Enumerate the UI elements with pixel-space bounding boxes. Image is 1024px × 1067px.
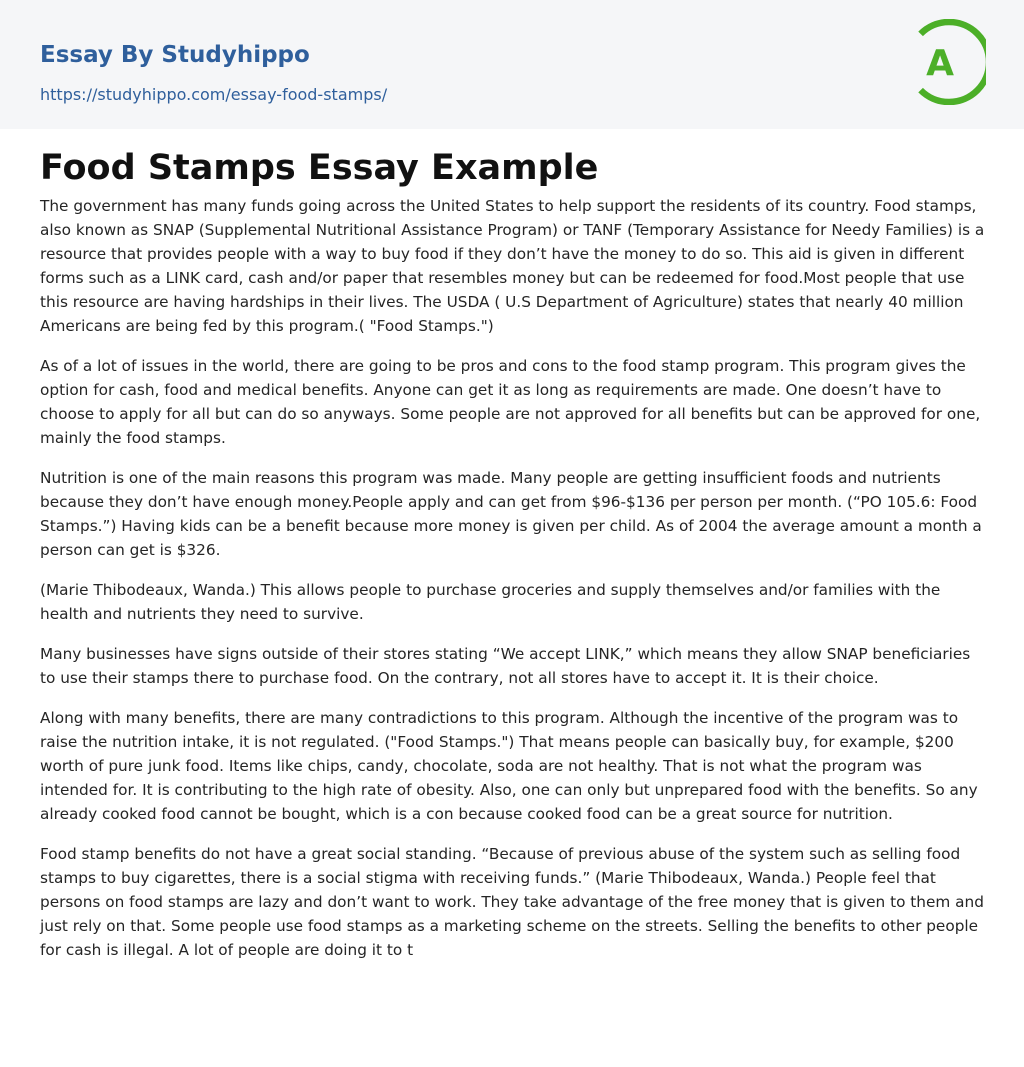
essay-paragraph: (Marie Thibodeaux, Wanda.) This allows people to purchase groceries and supply themselves and/or families with the health and nutrients they need to survive. [40,581,941,623]
page-title: Food Stamps Essay Example [40,148,599,188]
essay-paragraph: Food stamp benefits do not have a great social standing. “Because of previous abuse of the system such as selling food stamps to buy cigarettes, there is a social stigma with receiving funds.” (Marie Thibodeaux, Wanda.) People feel that persons on food stamps are lazy and don’t want to work. They take advantage of the free money that is given to them and just rely on that. Some people use food stamps as a marketing scheme on the streets. Selling the benefits to other people for cash is illegal. A lot of people are doing it to t [40,845,984,959]
essay-paragraph: The government has many funds going across the United States to help support the residents of its country. Food stamps, also known as SNAP (Supplemental Nutritional Assistance Program) or TANF (Temporary Assistance for Needy Families) is a resource that provides people with a way to buy food if they don’t have the money to do so. This aid is given in different forms such as a LINK card, cash and/or paper that resembles money but can be redeemed for food.Most people that use this resource are having hardships in their lives. The USDA ( U.S Department of Agriculture) states that nearly 40 million Americans are being fed by this program.( "Food Stamps.") [40,197,985,335]
essay-body [40,194,987,978]
logo-letter: A [926,43,954,84]
studyhippo-logo-icon[interactable] [912,19,986,105]
site-brand[interactable]: Essay By Studyhippo [40,42,310,68]
essay-paragraph: Nutrition is one of the main reasons this program was made. Many people are getting insufficient foods and nutrients because they don’t have enough money.People apply and can get from $96-$136 per person per month. (“PO 105.6: Food Stamps.”) Having kids can be a benefit because more money is given per child. As of 2004 the average amount a month a person can get is $326. [40,469,982,559]
essay-url-link[interactable]: https://studyhippo.com/essay-food-stamps/ [40,85,388,104]
essay-paragraph: As of a lot of issues in the world, there are going to be pros and cons to the food stamp program. This program gives the option for cash, food and medical benefits. Anyone can get it as long as requirements are made. One doesn’t have to choose to apply for all but can do so anyways. Some people are not approved for all benefits but can be approved for one, mainly the food stamps. [40,357,981,447]
site-header [0,0,1024,129]
essay-paragraph: Along with many benefits, there are many contradictions to this program. Although the incentive of the program was to raise the nutrition intake, it is not regulated. ("Food Stamps.") That means people can basically buy, for example, $200 worth of pure junk food. Items like chips, candy, chocolate, soda are not healthy. That is not what the program was intended for. It is contributing to the high rate of obesity. Also, one can only but unprepared food with the benefits. So any already cooked food cannot be bought, which is a con because cooked food can be a great source for nutrition. [40,709,978,823]
essay-paragraph: Many businesses have signs outside of their stores stating “We accept LINK,” which means they allow SNAP beneficiaries to use their stamps there to purchase food. On the contrary, not all stores have to accept it. It is their choice. [40,645,971,687]
